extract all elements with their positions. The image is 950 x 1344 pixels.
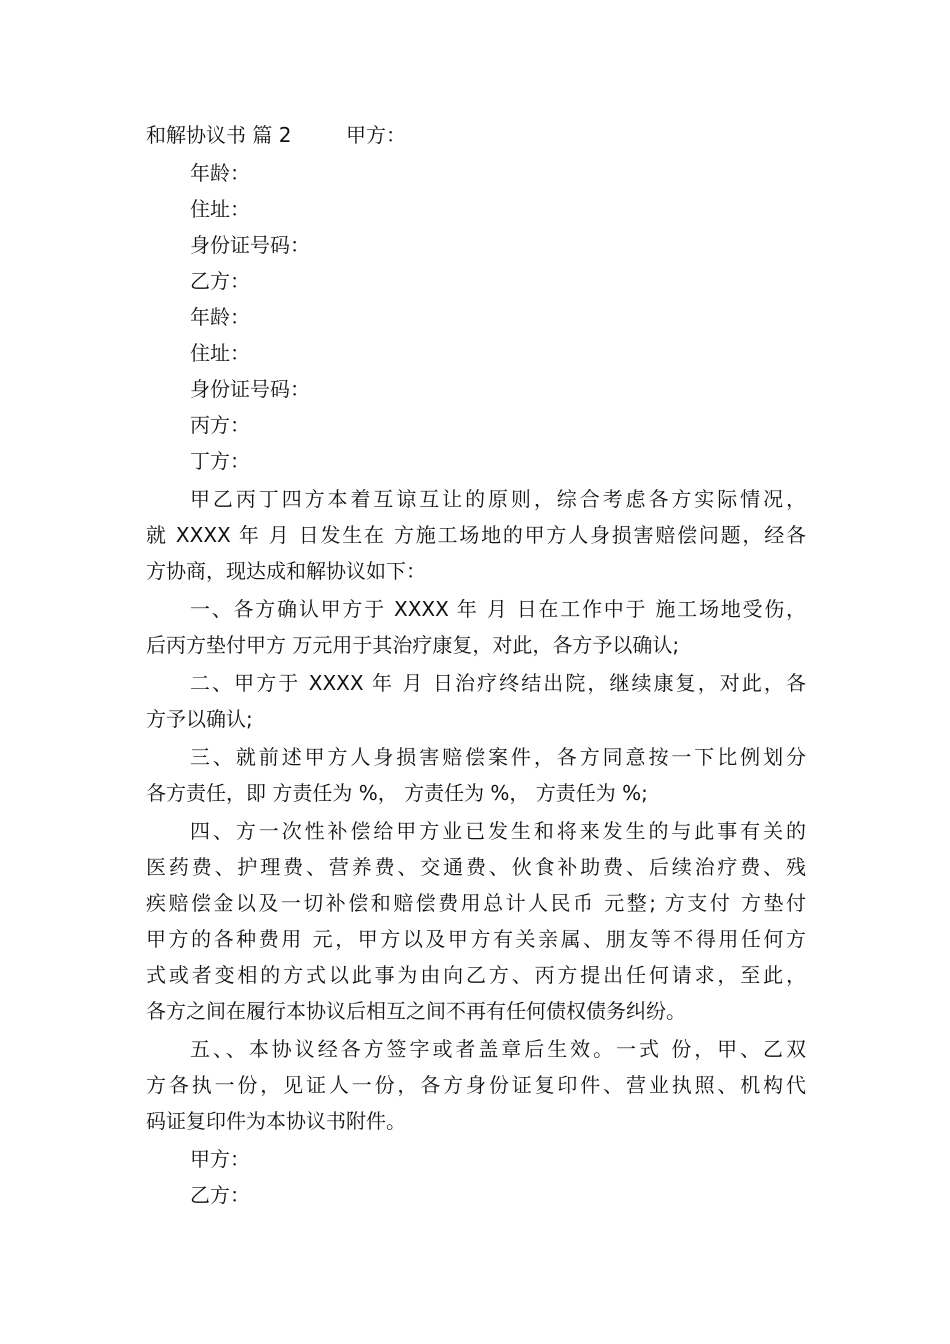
party-b-address: 住址：	[190, 341, 250, 365]
intro-line: 方协商，现达成和解协议如下：	[146, 559, 426, 583]
clause-4-line: 四、方一次性补偿给甲方业已发生和将来发生的与此事有关的	[190, 819, 806, 843]
clause-4-line: 疾赔偿金以及一切补偿和赔偿费用总计人民币 元整; 方支付 方垫付	[146, 891, 806, 915]
clause-4-line: 甲方的各种费用 元，甲方以及甲方有关亲属、朋友等不得用任何方	[146, 927, 806, 951]
party-a-id-number: 身份证号码：	[190, 233, 310, 257]
clause-4-line: 医药费、护理费、营养费、交通费、伙食补助费、后续治疗费、残	[146, 855, 806, 879]
party-b-id-number: 身份证号码：	[190, 377, 310, 401]
clause-5-line: 码证复印件为本协议书附件。	[146, 1109, 406, 1133]
party-d-label: 丁方：	[190, 449, 250, 473]
clause-1-line: 后丙方垫付甲方 万元用于其治疗康复，对此，各方予以确认;	[146, 633, 680, 657]
clause-3-line: 各方责任，即 方责任为 %， 方责任为 %， 方责任为 %;	[146, 781, 648, 805]
clause-3-line: 三、就前述甲方人身损害赔偿案件，各方同意按一下比例划分	[190, 745, 806, 769]
intro-line: 甲乙丙丁四方本着互谅互让的原则，综合考虑各方实际情况，	[190, 487, 806, 511]
document-title: 和解协议书 篇 2	[146, 123, 292, 147]
clause-1-line: 一、各方确认甲方于 XXXX 年 月 日在工作中于 施工场地受伤，	[190, 597, 806, 621]
party-c-label: 丙方：	[190, 413, 250, 437]
party-a-age: 年龄：	[190, 161, 250, 185]
party-b-label: 乙方：	[190, 269, 250, 293]
party-a-address: 住址：	[190, 197, 250, 221]
clause-2-line: 二、甲方于 XXXX 年 月 日治疗终结出院，继续康复，对此，各	[190, 671, 806, 695]
signature-party-a: 甲方：	[190, 1147, 250, 1171]
party-a-label: 甲方：	[346, 123, 406, 147]
clause-2-line: 方予以确认;	[146, 707, 253, 731]
party-b-age: 年龄：	[190, 305, 250, 329]
clause-5-line: 五、、本协议经各方签字或者盖章后生效。一式 份，甲、乙双	[190, 1037, 806, 1061]
signature-party-b: 乙方：	[190, 1183, 250, 1207]
clause-4-line: 各方之间在履行本协议后相互之间不再有任何债权债务纠纷。	[146, 999, 686, 1023]
clause-4-line: 式或者变相的方式以此事为由向乙方、丙方提出任何请求，至此，	[146, 963, 806, 987]
intro-line: 就 XXXX 年 月 日发生在 方施工场地的甲方人身损害赔偿问题，经各	[146, 523, 806, 547]
clause-5-line: 方各执一份，见证人一份，各方身份证复印件、营业执照、机构代	[146, 1073, 806, 1097]
